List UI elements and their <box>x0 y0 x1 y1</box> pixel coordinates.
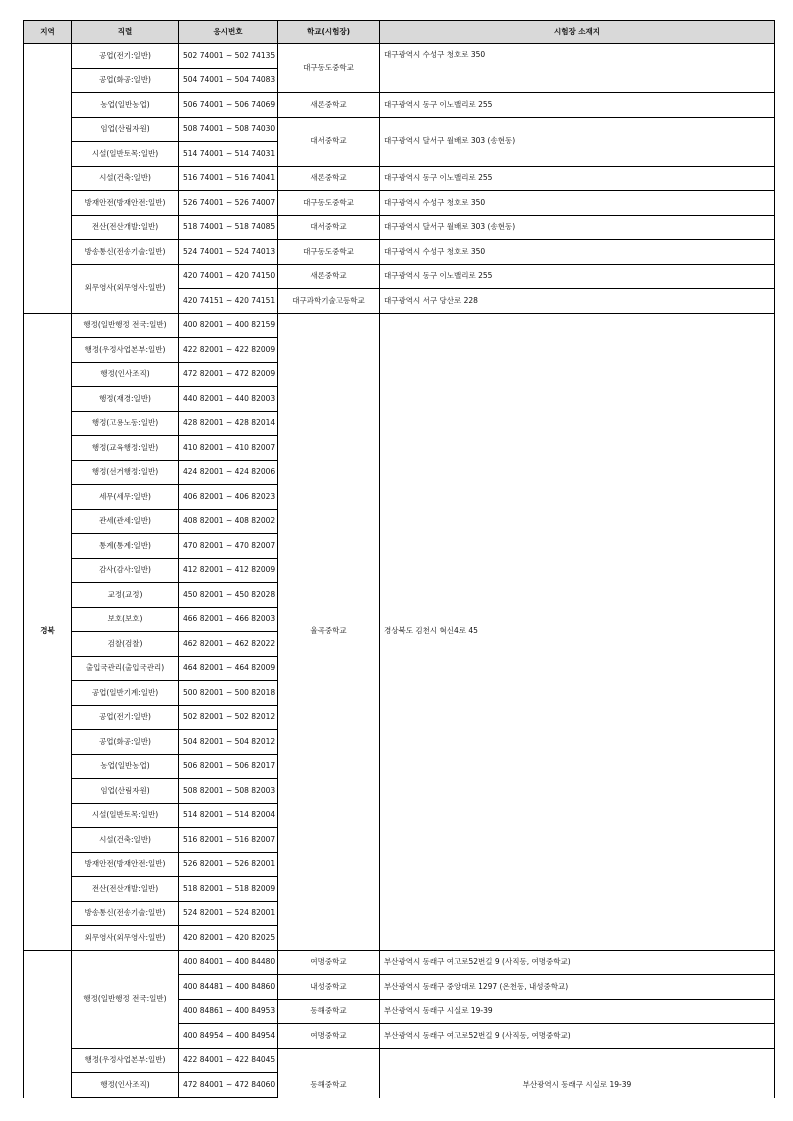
address-cell: 대구광역시 동구 이노밸리로 255 <box>380 93 775 118</box>
job-cell: 행정(인사조직) <box>72 1073 179 1098</box>
job-cell: 행정(우정사업본부:일반) <box>72 1048 179 1073</box>
job-cell: 행정(일반행정 전국:일반) <box>72 313 179 338</box>
address-cell: 대구광역시 수성구 청호로 350 <box>380 240 775 265</box>
number-cell: 400 84954 ~ 400 84954 <box>179 1024 278 1049</box>
school-cell: 대구동도중학교 <box>278 240 380 265</box>
number-cell: 504 74001 ~ 504 74083 <box>179 68 278 93</box>
number-cell: 464 82001 ~ 464 82009 <box>179 656 278 681</box>
school-cell: 대구동도중학교 <box>278 191 380 216</box>
job-cell <box>72 1097 179 1098</box>
region-cell <box>24 950 72 1098</box>
job-cell: 시설(건축:일반) <box>72 166 179 191</box>
header-address: 시험장 소재지 <box>380 21 775 44</box>
exam-venue-table <box>23 20 775 1098</box>
address-cell: 대구광역시 수성구 청호로 350 <box>380 191 775 216</box>
number-cell: 526 82001 ~ 526 82001 <box>179 852 278 877</box>
job-cell: 전산(전산개발:일반) <box>72 215 179 240</box>
job-cell: 방송통신(전송기술:일반) <box>72 240 179 265</box>
number-cell: 500 82001 ~ 500 82018 <box>179 681 278 706</box>
job-cell: 전산(전산개발:일반) <box>72 877 179 902</box>
school-cell: 대서중학교 <box>278 117 380 166</box>
number-cell: 420 74151 ~ 420 74151 <box>179 289 278 314</box>
number-cell: 518 74001 ~ 518 74085 <box>179 215 278 240</box>
number-cell: 514 74001 ~ 514 74031 <box>179 142 278 167</box>
number-cell: 508 82001 ~ 508 82003 <box>179 779 278 804</box>
number-cell <box>179 1097 278 1098</box>
number-cell: 526 74001 ~ 526 74007 <box>179 191 278 216</box>
address-cell: 대구광역시 달서구 월배로 303 (송현동) <box>380 117 775 166</box>
job-cell: 관세(관세:일반) <box>72 509 179 534</box>
address-cell: 대구광역시 달서구 월배로 303 (송현동) <box>380 215 775 240</box>
school-cell: 내성중학교 <box>278 975 380 1000</box>
region-cell-gyeongbuk: 경북 <box>24 313 72 950</box>
number-cell: 516 74001 ~ 516 74041 <box>179 166 278 191</box>
number-cell: 420 74001 ~ 420 74150 <box>179 264 278 289</box>
job-cell: 행정(교육행정:일반) <box>72 436 179 461</box>
number-cell: 422 82001 ~ 422 82009 <box>179 338 278 363</box>
number-cell: 518 82001 ~ 518 82009 <box>179 877 278 902</box>
job-cell: 농업(일반농업) <box>72 754 179 779</box>
number-cell: 506 82001 ~ 506 82017 <box>179 754 278 779</box>
table-row <box>24 240 775 265</box>
school-cell: 동해중학교 <box>278 999 380 1024</box>
school-cell: 새론중학교 <box>278 166 380 191</box>
number-cell: 516 82001 ~ 516 82007 <box>179 828 278 853</box>
address-cell: 경상북도 김천시 혁신4로 45 <box>380 313 775 950</box>
header-region: 지역 <box>24 21 72 44</box>
number-cell: 400 84001 ~ 400 84480 <box>179 950 278 975</box>
job-cell: 시설(일반토목:일반) <box>72 803 179 828</box>
job-cell: 외무영사(외무영사:일반) <box>72 264 179 313</box>
number-cell: 470 82001 ~ 470 82007 <box>179 534 278 559</box>
job-cell: 행정(고용노동:일반) <box>72 411 179 436</box>
table-row <box>24 215 775 240</box>
school-cell: 여명중학교 <box>278 950 380 975</box>
address-cell: 부산광역시 동래구 시실로 19-39 <box>380 999 775 1024</box>
table-row <box>24 93 775 118</box>
job-cell: 공업(일반기계:일반) <box>72 681 179 706</box>
job-cell: 임업(산림자원) <box>72 117 179 142</box>
job-cell: 검찰(검찰) <box>72 632 179 657</box>
number-cell: 424 82001 ~ 424 82006 <box>179 460 278 485</box>
number-cell: 400 84481 ~ 400 84860 <box>179 975 278 1000</box>
school-cell: 여명중학교 <box>278 1024 380 1049</box>
number-cell: 506 74001 ~ 506 74069 <box>179 93 278 118</box>
job-cell: 방재안전(방재안전:일반) <box>72 852 179 877</box>
school-cell: 동해중학교 <box>278 1048 380 1098</box>
table-row <box>24 166 775 191</box>
table-row <box>24 117 775 142</box>
table-header-row <box>24 21 775 44</box>
school-cell: 대구과학기술고등학교 <box>278 289 380 314</box>
number-cell: 472 84001 ~ 472 84060 <box>179 1073 278 1098</box>
school-cell: 새론중학교 <box>278 93 380 118</box>
job-cell: 통계(통계:일반) <box>72 534 179 559</box>
number-cell: 428 82001 ~ 428 82014 <box>179 411 278 436</box>
job-cell: 행정(일반행정 전국:일반) <box>72 950 179 1048</box>
job-cell: 교정(교정) <box>72 583 179 608</box>
number-cell: 400 84861 ~ 400 84953 <box>179 999 278 1024</box>
table-row <box>24 1048 775 1073</box>
job-cell: 방재안전(방재안전:일반) <box>72 191 179 216</box>
number-cell: 450 82001 ~ 450 82028 <box>179 583 278 608</box>
job-cell: 출입국관리(출입국관리) <box>72 656 179 681</box>
header-exam-number: 응시번호 <box>179 21 278 44</box>
address-cell: 대구광역시 수성구 청호로 350 <box>380 44 775 93</box>
address-cell: 대구광역시 서구 당산로 228 <box>380 289 775 314</box>
job-cell: 행정(인사조직) <box>72 362 179 387</box>
number-cell: 410 82001 ~ 410 82007 <box>179 436 278 461</box>
job-cell: 보호(보호) <box>72 607 179 632</box>
job-cell: 임업(산림자원) <box>72 779 179 804</box>
job-cell: 공업(전기:일반) <box>72 44 179 69</box>
table-row <box>24 44 775 69</box>
job-cell: 공업(전기:일반) <box>72 705 179 730</box>
number-cell: 524 74001 ~ 524 74013 <box>179 240 278 265</box>
job-cell: 세무(세무:일반) <box>72 485 179 510</box>
region-cell <box>24 44 72 314</box>
number-cell: 400 82001 ~ 400 82159 <box>179 313 278 338</box>
address-cell: 부산광역시 동래구 여고로52번길 9 (사직동, 여명중학교) <box>380 950 775 975</box>
number-cell: 412 82001 ~ 412 82009 <box>179 558 278 583</box>
number-cell: 502 74001 ~ 502 74135 <box>179 44 278 69</box>
job-cell: 행정(우정사업본부:일반) <box>72 338 179 363</box>
table-row <box>24 313 775 338</box>
number-cell: 508 74001 ~ 508 74030 <box>179 117 278 142</box>
job-cell: 공업(화공:일반) <box>72 68 179 93</box>
table-row <box>24 950 775 975</box>
number-cell: 406 82001 ~ 406 82023 <box>179 485 278 510</box>
job-cell: 행정(재경:일반) <box>72 387 179 412</box>
address-cell: 부산광역시 동래구 시실로 19-39 <box>380 1048 775 1098</box>
number-cell: 462 82001 ~ 462 82022 <box>179 632 278 657</box>
number-cell: 408 82001 ~ 408 82002 <box>179 509 278 534</box>
school-cell: 대구동도중학교 <box>278 44 380 93</box>
job-cell: 시설(건축:일반) <box>72 828 179 853</box>
number-cell: 466 82001 ~ 466 82003 <box>179 607 278 632</box>
header-school: 학교(시험장) <box>278 21 380 44</box>
number-cell: 514 82001 ~ 514 82004 <box>179 803 278 828</box>
header-job: 직렬 <box>72 21 179 44</box>
address-cell: 부산광역시 동래구 여고로52번길 9 (사직동, 여명중학교) <box>380 1024 775 1049</box>
number-cell: 524 82001 ~ 524 82001 <box>179 901 278 926</box>
school-cell: 새론중학교 <box>278 264 380 289</box>
school-cell: 대서중학교 <box>278 215 380 240</box>
job-cell: 방송통신(전송기술:일반) <box>72 901 179 926</box>
job-cell: 시설(일반토목:일반) <box>72 142 179 167</box>
address-cell: 대구광역시 동구 이노밸리로 255 <box>380 166 775 191</box>
job-cell: 공업(화공:일반) <box>72 730 179 755</box>
number-cell: 504 82001 ~ 504 82012 <box>179 730 278 755</box>
address-cell: 부산광역시 동래구 중앙대로 1297 (온천동, 내성중학교) <box>380 975 775 1000</box>
job-cell: 농업(일반농업) <box>72 93 179 118</box>
job-cell: 감사(감사:일반) <box>72 558 179 583</box>
job-cell: 행정(선거행정:일반) <box>72 460 179 485</box>
table-row <box>24 264 775 289</box>
address-cell: 대구광역시 동구 이노밸리로 255 <box>380 264 775 289</box>
number-cell: 502 82001 ~ 502 82012 <box>179 705 278 730</box>
number-cell: 440 82001 ~ 440 82003 <box>179 387 278 412</box>
number-cell: 422 84001 ~ 422 84045 <box>179 1048 278 1073</box>
number-cell: 472 82001 ~ 472 82009 <box>179 362 278 387</box>
table-row <box>24 191 775 216</box>
school-cell: 율곡중학교 <box>278 313 380 950</box>
job-cell: 외무영사(외무영사:일반) <box>72 926 179 951</box>
number-cell: 420 82001 ~ 420 82025 <box>179 926 278 951</box>
